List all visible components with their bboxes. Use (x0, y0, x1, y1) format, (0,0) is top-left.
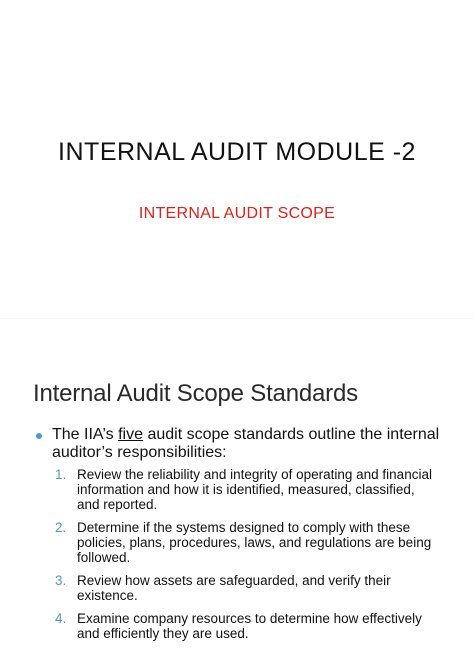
slide-subtitle: INTERNAL AUDIT SCOPE (138, 205, 336, 222)
slide-divider (0, 318, 474, 319)
list-item-text: Review the reliability and integrity of operating and financial information and how it is identified, measured, classified, and reported. (77, 467, 432, 512)
bullet-point (36, 426, 446, 462)
list-number: 1. (55, 467, 67, 482)
list-item-text: Examine company resources to determine how effectively and efficiently they are used. (77, 611, 422, 641)
list-number: 4. (55, 611, 67, 626)
list-item (55, 573, 435, 603)
bullet-dot-icon (36, 433, 42, 439)
bullet-prefix: The IIA’s (52, 426, 119, 443)
standards-list (55, 467, 435, 649)
section-heading: Internal Audit Scope Standards (33, 380, 358, 407)
slide-title: INTERNAL AUDIT MODULE -2 (58, 138, 416, 166)
bullet-suffix: audit scope standards outline the internal auditor’s responsibilities: (52, 426, 440, 461)
bullet-text (52, 426, 446, 462)
list-number: 2. (55, 520, 67, 535)
list-item (55, 467, 435, 512)
list-item (55, 611, 435, 641)
list-item-text: Review how assets are safeguarded, and verify their existence. (77, 573, 391, 603)
bullet-underlined-word: five (118, 426, 144, 443)
list-item (55, 520, 435, 565)
list-number: 3. (55, 573, 67, 588)
list-item-text: Determine if the systems designed to comply with these policies, plans, procedures, laws, and regulations are being followed. (77, 520, 432, 565)
